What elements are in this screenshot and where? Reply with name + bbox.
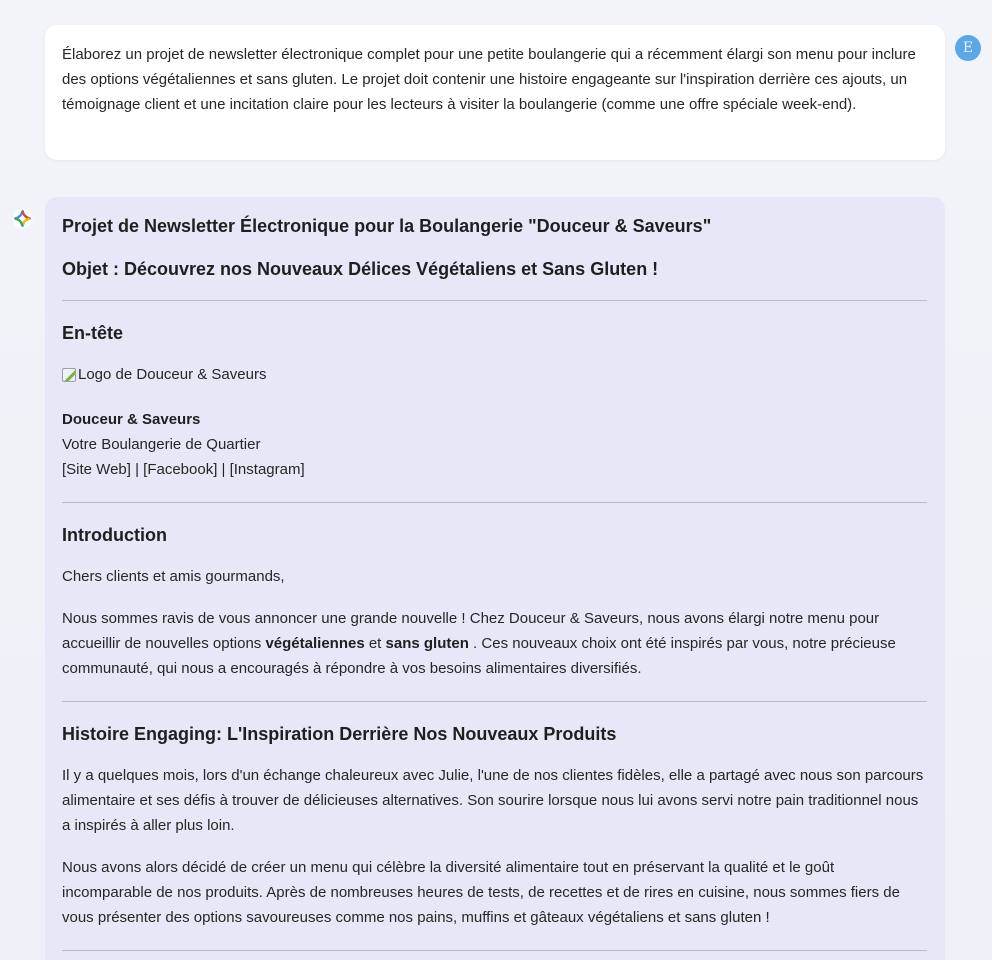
broken-image-icon: [62, 368, 76, 382]
divider: [62, 300, 927, 301]
bakery-info: [62, 407, 927, 482]
user-message-bubble: [45, 25, 945, 160]
sparkle-logo-icon: [12, 208, 33, 229]
section-heading-header: En-tête: [62, 323, 124, 343]
story-paragraph-1: Il y a quelques mois, lors d'un échange chaleureux avec Julie, l'une de nos clientes fidèles, elle a partagé avec nous son parcours alimentaire et ses défis à trouver de délicieuses alternatives. Son sourire lorsque nous lui avons servi notre pain traditionnel nous a inspirés à aller plus loin.: [62, 766, 924, 834]
intro-text-3: . Ces nouveaux choix ont été inspirés par vous, notre précieuse communauté, qui nous a encouragés à répondre à vos besoins alimentaires diversifiés.: [62, 634, 896, 677]
story-paragraph-2: Nous avons alors décidé de créer un menu qui célèbre la diversité alimentaire tout en préservant la qualité et le goût incomparable de nos produits. Après de nombreuses heures de tests, de recettes et de rires en cuisine, nous sommes fiers de vous présenter des options savoureuses comme nos pains, muffins et gâteaux végétaliens et sans gluten !: [62, 858, 900, 926]
intro-greeting: Chers clients et amis gourmands,: [62, 567, 285, 585]
intro-bold-vegan: végétaliennes: [265, 634, 365, 652]
intro-paragraph: [62, 606, 927, 681]
divider: [62, 950, 927, 951]
intro-text-2: et: [364, 634, 386, 652]
section-heading-story: Histoire Engaging: L'Inspiration Derrière Nos Nouveaux Produits: [62, 723, 617, 744]
logo-alt-text: Logo de Douceur & Saveurs: [78, 366, 267, 383]
user-avatar[interactable]: E: [955, 35, 981, 61]
intro-bold-gluten-free: sans gluten: [385, 634, 469, 652]
newsletter-title: Projet de Newsletter Électronique pour la Boulangerie "Douceur & Saveurs": [62, 216, 712, 236]
divider: [62, 502, 927, 503]
bakery-name: Douceur & Saveurs: [62, 410, 201, 428]
newsletter-subject: Objet : Découvrez nos Nouveaux Délices Végétaliens et Sans Gluten !: [62, 259, 659, 279]
divider: [62, 701, 927, 702]
user-message-text: Élaborez un projet de newsletter électronique complet pour une petite boulangerie qui a récemment élargi son menu pour inclure des options végétaliennes et sans gluten. Le projet doit contenir une histoire engageante sur l'inspiration derrière ces ajouts, un témoignage client et une incitation claire pour les lecteurs à visiter la boulangerie (comme une offre spéciale week-end).: [62, 46, 916, 113]
bakery-tagline: Votre Boulangerie de Quartier: [62, 435, 261, 453]
social-links: [Site Web] | [Facebook] | [Instagram]: [62, 460, 305, 478]
intro-text-1: Nous sommes ravis de vous annoncer une grande nouvelle ! Chez Douceur & Saveurs, nous avons élargi notre menu pour accueillir de nouvelles options: [62, 609, 880, 652]
assistant-response: [45, 197, 945, 960]
logo-image: [62, 362, 927, 390]
section-heading-introduction: Introduction: [62, 524, 167, 545]
